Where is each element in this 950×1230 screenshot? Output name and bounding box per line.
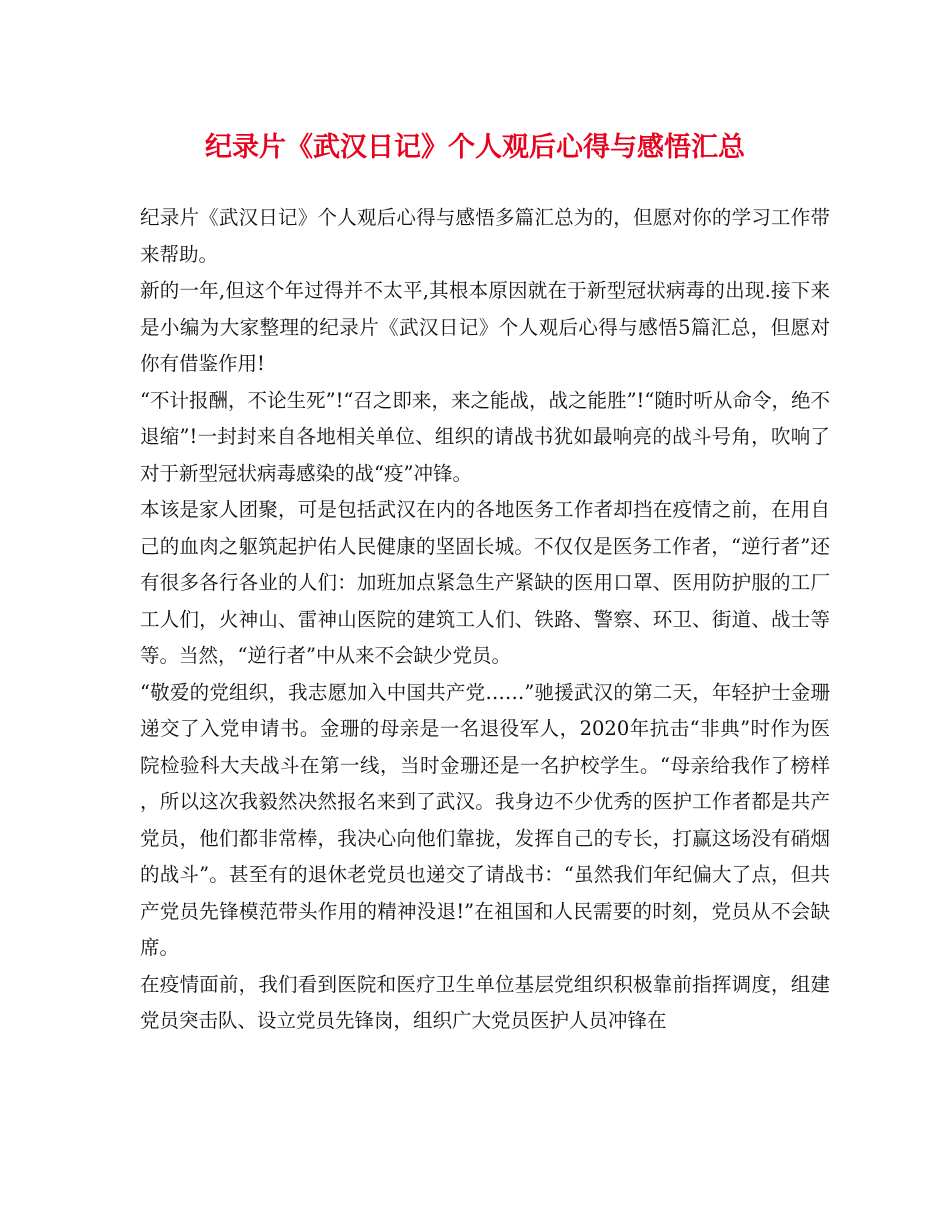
document-title: 纪录片《武汉日记》个人观后心得与感悟汇总 (205, 132, 745, 163)
paragraph-new-year: 新的一年,但这个年过得并不太平,其根本原因就在于新型冠状病毒的出现.接下来是小编为大家整理的纪录片《武汉日记》个人观后心得与感悟5篇汇总，但愿对你有借鉴作用! (140, 279, 830, 375)
paragraph-nurse-jinshan: “敬爱的党组织，我志愿加入中国共产党……”驰援武汉的第二天，年轻护士金珊递交了入党申请书。金珊的母亲是一名退役军人，2020年抗击“非典”时作为医院检验科大夫战斗在第一线，当时金珊还是一名护校学生。“母亲给我作了榜样，所以这次我毅然决然报名来到了武汉。我身边不少优秀的医护工作者都是共产党员，他们都非常棒，我决心向他们靠拢，发挥自己的专长，打赢这场没有硝烟的战斗”。甚至有的退休老党员也递交了请战书：“虽然我们年纪偏大了点，但共产党员先锋模范带头作用的精神没退!”在祖国和人民需要的时刻，党员从不会缺席。 (140, 680, 830, 959)
paragraph-party-organizations: 在疫情面前，我们看到医院和医疗卫生单位基层党组织积极靠前指挥调度，组建党员突击队、设立党员先锋岗，组织广大党员医护人员冲锋在 (140, 972, 830, 1032)
paragraph-petitions: “不计报酬，不论生死”!“召之即来，来之能战，战之能胜”!“随时听从命令，绝不退缩”!一封封来自各地相关单位、组织的请战书犹如最响亮的战斗号角，吹响了对于新型冠状病毒感染的战“疫”冲锋。 (140, 388, 830, 485)
paragraph-frontline-workers: 本该是家人团聚，可是包括武汉在内的各地医务工作者却挡在疫情之前，在用自己的血肉之躯筑起护佑人民健康的坚固长城。不仅仅是医务工作者，“逆行者”还有很多各行各业的人们：加班加点紧急生产紧缺的医用口罩、医用防护服的工厂工人们，火神山、雷神山医院的建筑工人们、铁路、警察、环卫、街道、战士等等。当然，“逆行者”中从来不会缺少党员。 (140, 498, 830, 667)
paragraph-intro: 纪录片《武汉日记》个人观后心得与感悟多篇汇总为的，但愿对你的学习工作带来帮助。 (140, 206, 830, 266)
document-body (140, 200, 830, 1040)
